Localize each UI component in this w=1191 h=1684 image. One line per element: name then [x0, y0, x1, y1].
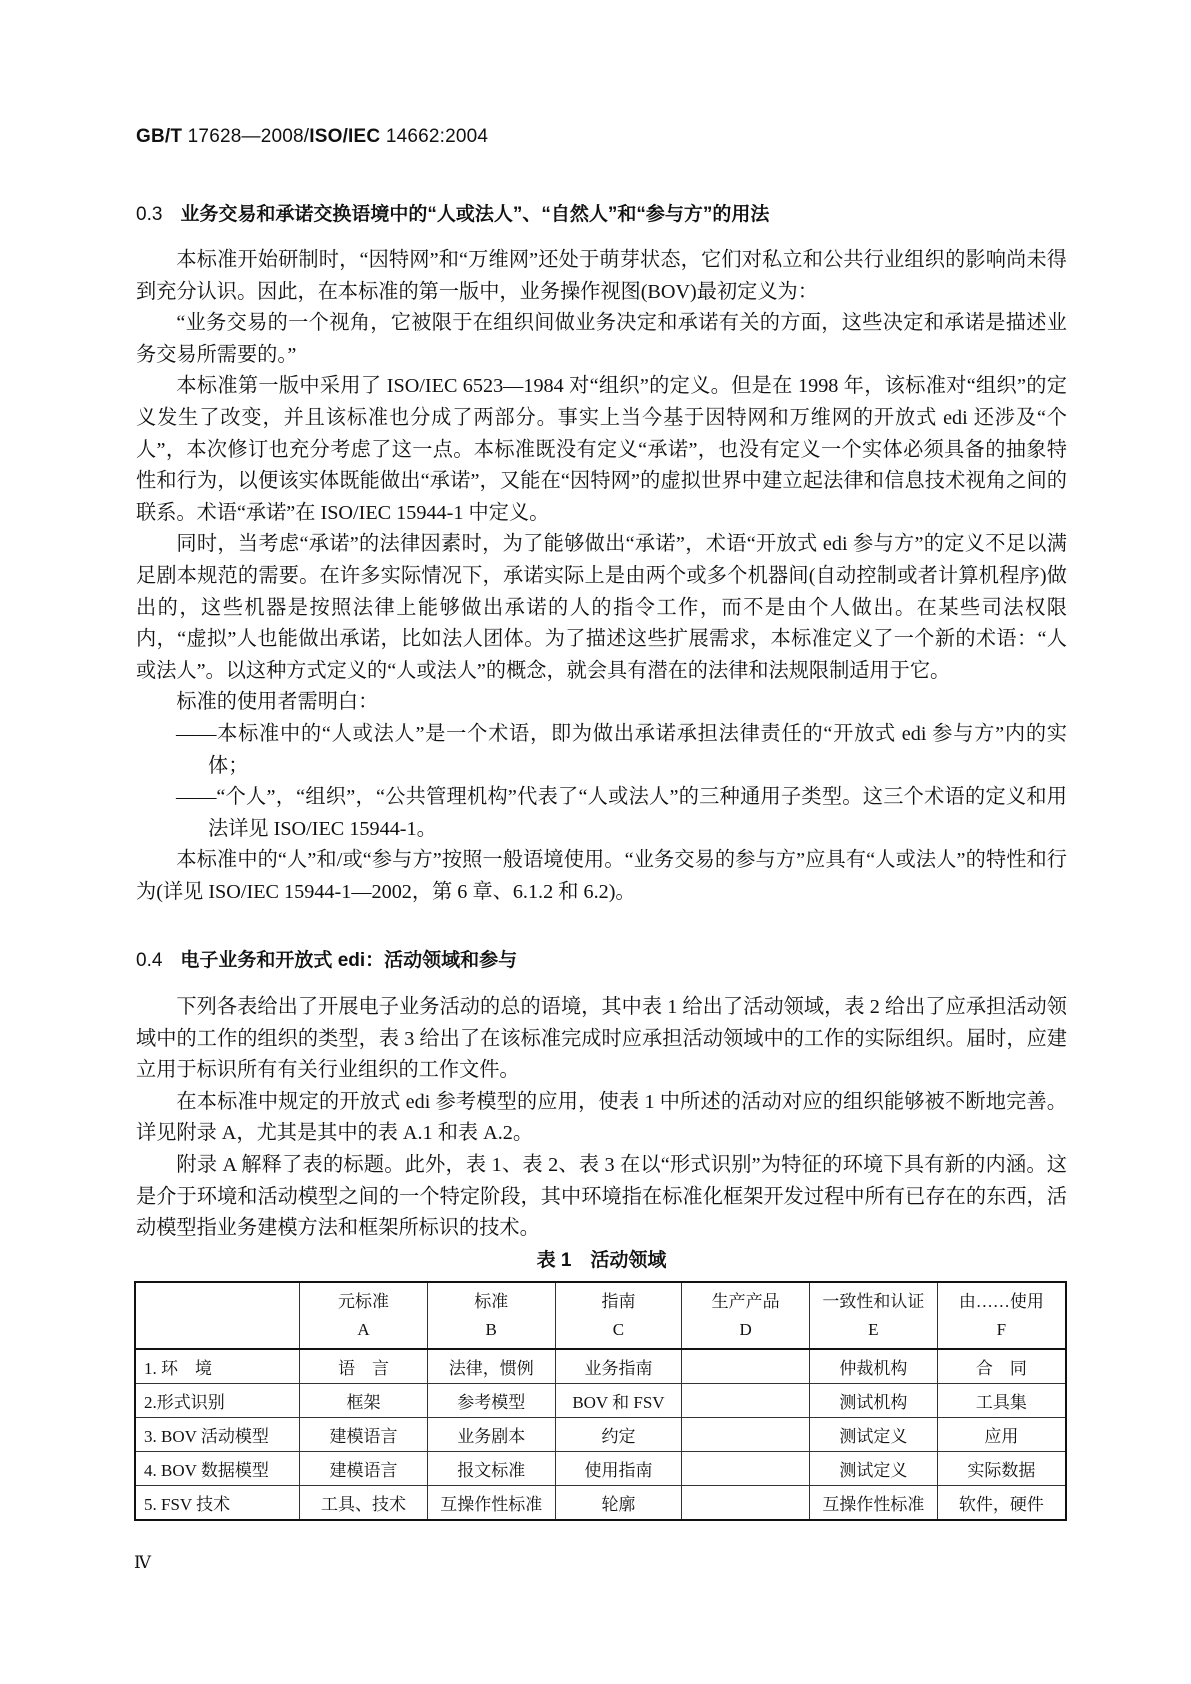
paragraph: 本标准开始研制时，“因特网”和“万维网”还处于萌芽状态，它们对私立和公共行业组织的影响尚未得到充分认识。因此，在本标准的第一版中，业务操作视图(BOV)最初定义为： — [136, 249, 1067, 303]
table-cell: 测试机构 — [810, 1384, 938, 1418]
table-row — [135, 1384, 1066, 1418]
table-cell: 互操作性标准 — [810, 1486, 938, 1521]
table-cell: 业务剧本 — [427, 1418, 555, 1452]
table-cell: 约定 — [555, 1418, 682, 1452]
row-label: 3. BOV 活动模型 — [135, 1418, 300, 1452]
corner-cell — [135, 1282, 300, 1349]
table-cell: 业务指南 — [555, 1349, 682, 1384]
table-cell: 工具集 — [937, 1384, 1066, 1418]
table-cell: 合 同 — [937, 1349, 1066, 1384]
table-row — [135, 1418, 1066, 1452]
table-caption: 表 1 活动领域 — [536, 1250, 667, 1271]
column-header: 由……使用 F — [937, 1282, 1066, 1349]
column-header: 标准 B — [427, 1282, 555, 1349]
section-title: 电子业务和开放式 edi：活动领域和参与 — [180, 950, 518, 971]
table-row — [135, 1349, 1066, 1384]
paragraph: 本标准中的“人”和/或“参与方”按照一般语境使用。“业务交易的参与方”应具有“人或法人”的特性和行为(详见 ISO/IEC 15944-1—2002，第 6 章、6.1.2 和 6.2)。 — [136, 849, 1067, 903]
row-label: 2.形式识别 — [135, 1384, 300, 1418]
paragraph: 同时，当考虑“承诺”的法律因素时，为了能够做出“承诺”，术语“开放式 edi 参与方”的定义不足以满足剧本规范的需要。在许多实际情况下，承诺实际上是由两个或多个机器间(自动控制或者计算机程序)做出的，这些机器是按照法律上能够做出承诺的人的指令工作，而不是由个人做出。在某些司法权限内，“虚拟”人也能做出承诺，比如法人团体。为了描述这些扩展需求，本标准定义了一个新的术语：“人或法人”。以这种方式定义的“人或法人”的概念，就会具有潜在的法律和法规限制适用于它。 — [136, 533, 1067, 682]
standard-year: 17628—2008/ — [182, 126, 310, 147]
column-header: 一致性和认证 E — [810, 1282, 938, 1349]
paragraph: 本标准第一版中采用了 ISO/IEC 6523—1984 对“组织”的定义。但是在 1998 年，该标准对“组织”的定义发生了改变，并且该标准也分成了两部分。事实上当今基于因特网和万维网的开放式 edi 还涉及“个人”，本次修订也充分考虑了这一点。本标准既没有定义“承诺”，也没有定义一个实体必须具备的抽象特性和行为，以便该实体既能做出“承诺”，又能在“因特网”的虚拟世界中建立起法律和信息技术视角之间的联系。术语“承诺”在 ISO/IEC 15944-1 中定义。 — [136, 375, 1067, 524]
table-cell — [682, 1486, 810, 1521]
table-cell: 建模语言 — [300, 1418, 428, 1452]
activity-domain-table — [134, 1281, 1067, 1521]
table-cell: 实际数据 — [937, 1452, 1066, 1486]
paragraph: 标准的使用者需明白： — [176, 691, 379, 714]
section-0-4-heading — [136, 945, 1067, 972]
table-cell: 语 言 — [300, 1349, 428, 1384]
table-cell: 建模语言 — [300, 1452, 428, 1486]
table-header-row — [135, 1282, 1066, 1349]
column-header: 指南 C — [555, 1282, 682, 1349]
row-label: 4. BOV 数据模型 — [135, 1452, 300, 1486]
column-header: 生产产品 D — [682, 1282, 810, 1349]
table-cell: 互操作性标准 — [427, 1486, 555, 1521]
section-title: 业务交易和承诺交换语境中的“人或法人”、“自然人”和“参与方”的用法 — [180, 204, 770, 225]
table-cell — [682, 1452, 810, 1486]
table-cell: 应用 — [937, 1418, 1066, 1452]
table-cell — [682, 1418, 810, 1452]
table-cell: 参考模型 — [427, 1384, 555, 1418]
iso-code: ISO/IEC — [309, 126, 381, 147]
paragraph: “业务交易的一个视角，它被限于在组织间做业务决定和承诺有关的方面，这些决定和承诺是描述业务交易所需要的。” — [136, 312, 1067, 366]
table-cell: 测试定义 — [810, 1452, 938, 1486]
table-cell: 仲裁机构 — [810, 1349, 938, 1384]
iso-number: 14662:2004 — [380, 126, 489, 147]
table-cell: 报文标准 — [427, 1452, 555, 1486]
table-cell: 框架 — [300, 1384, 428, 1418]
paragraph: 附录 A 解释了表的标题。此外，表 1、表 2、表 3 在以“形式识别”为特征的环境下具有新的内涵。这是介于环境和活动模型之间的一个特定阶段，其中环境指在标准化框架开发过程中所有已存在的东西，活动模型指业务建模方法和框架所标识的技术。 — [136, 1153, 1067, 1240]
standard-code: GB/T — [136, 126, 183, 147]
paragraph: 在本标准中规定的开放式 edi 参考模型的应用，使表 1 中所述的活动对应的组织能够被不断地完善。详见附录 A，尤其是其中的表 A.1 和表 A.2。 — [136, 1090, 1067, 1145]
table-cell: 使用指南 — [555, 1452, 682, 1486]
paragraph: 下列各表给出了开展电子业务活动的总的语境，其中表 1 给出了活动领域，表 2 给出了应承担活动领域中的工作的组织的类型，表 3 给出了在该标准完成时应承担活动领域中的工作的实际组织。届时，应建立用于标识所有有关行业组织的工作文件。 — [136, 996, 1067, 1082]
table-cell: BOV 和 FSV — [555, 1384, 682, 1418]
table-cell: 软件，硬件 — [937, 1486, 1066, 1521]
list-item: ——本标准中的“人或法人”是一个术语，即为做出承诺承担法律责任的“开放式 edi 参与方”内的实体； — [176, 722, 1067, 777]
table-cell: 法律，惯例 — [427, 1349, 555, 1384]
row-label: 1. 环 境 — [135, 1349, 300, 1384]
section-0-3-heading — [136, 199, 1067, 226]
table-row — [135, 1486, 1066, 1521]
table-cell — [682, 1349, 810, 1384]
section-number: 0.4 — [136, 950, 163, 971]
section-0-3-body — [136, 245, 1067, 908]
section-0-4-body — [136, 992, 1067, 1245]
section-number: 0.3 — [136, 204, 163, 225]
table-cell: 轮廓 — [555, 1486, 682, 1521]
table-cell — [682, 1384, 810, 1418]
table-row — [135, 1452, 1066, 1486]
document-header — [136, 126, 1067, 148]
table-cell: 工具、技术 — [300, 1486, 428, 1521]
column-header: 元标准 A — [300, 1282, 428, 1349]
list-item: ——“个人”，“组织”，“公共管理机构”代表了“人或法人”的三种通用子类型。这三个术语的定义和用法详见 ISO/IEC 15944-1。 — [176, 786, 1067, 840]
row-label: 5. FSV 技术 — [135, 1486, 300, 1521]
table-cell: 测试定义 — [810, 1418, 938, 1452]
page-number: Ⅳ — [134, 1553, 151, 1572]
